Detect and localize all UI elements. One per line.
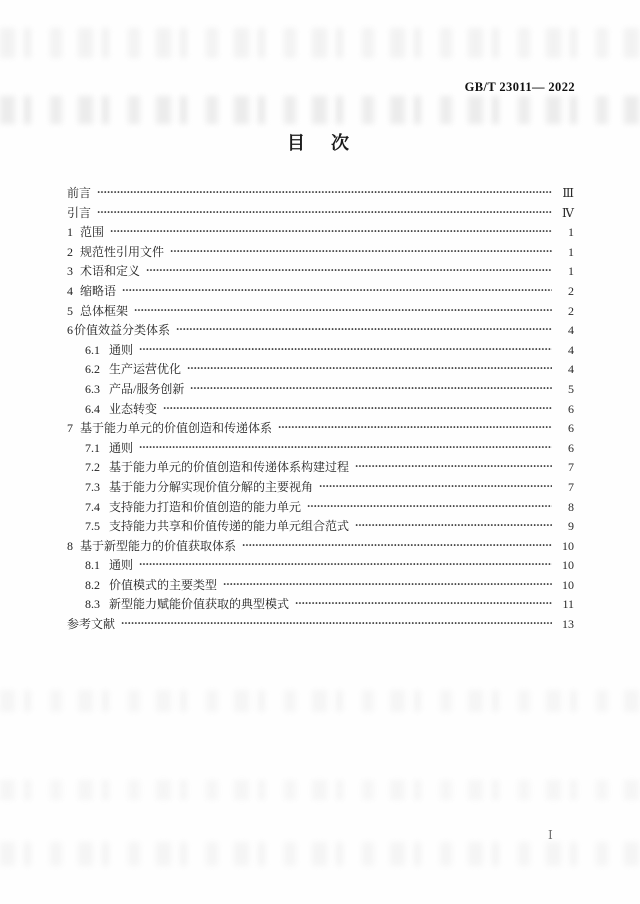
toc-entry-page: 4: [568, 342, 574, 357]
dot-leader: [176, 325, 552, 334]
toc-entry-title: 通则: [109, 342, 134, 357]
toc-entry-number: 8.3: [85, 597, 100, 612]
table-of-contents: [67, 184, 574, 635]
dot-leader: [223, 580, 552, 589]
toc-row: [67, 262, 574, 282]
toc-entry-number: 6.2: [85, 362, 100, 377]
toc-row: [67, 360, 574, 380]
toc-row: [67, 595, 574, 615]
toc-entry-page: 10: [562, 538, 574, 553]
dot-leader: [355, 462, 552, 471]
toc-entry-page: 7: [568, 479, 574, 494]
toc-row: [67, 204, 574, 224]
toc-entry-title: 缩略语: [80, 283, 117, 298]
dot-leader: [122, 286, 552, 295]
toc-entry-page: 5: [568, 381, 574, 396]
toc-entry-number: 4: [67, 283, 73, 298]
toc-entry-number: 8: [67, 538, 73, 553]
toc-row: [67, 537, 574, 557]
toc-entry-number: 7.4: [85, 499, 100, 514]
toc-entry-page: Ⅳ: [562, 205, 574, 220]
toc-entry-page: 1: [568, 264, 574, 279]
toc-entry-page: 8: [568, 499, 574, 514]
toc-row: [67, 556, 574, 576]
toc-row: [67, 282, 574, 302]
toc-entry-page: 6: [568, 440, 574, 455]
toc-entry-page: 6: [568, 401, 574, 416]
toc-entry-title: 基于能力单元的价值创造和传递体系: [80, 421, 273, 436]
toc-entry-page: Ⅲ: [562, 186, 574, 200]
toc-entry-title: 前言: [67, 186, 92, 200]
dot-leader: [278, 423, 552, 432]
toc-entry-title: 引言: [67, 205, 92, 220]
dot-leader: [121, 619, 552, 628]
toc-row: [67, 576, 574, 596]
toc-entry-title: 产品/服务创新: [109, 381, 185, 396]
watermark-band: [0, 780, 640, 800]
toc-entry-title: 价值效益分类体系: [74, 323, 171, 338]
toc-entry-number: 8.2: [85, 577, 100, 592]
toc-row: [67, 458, 574, 478]
toc-entry-page: 1: [568, 225, 574, 240]
toc-row: [67, 400, 574, 420]
dot-leader: [295, 599, 552, 608]
toc-entry-number: 2: [67, 244, 73, 259]
toc-row: [67, 341, 574, 361]
toc-entry-page: 11: [562, 597, 574, 612]
toc-entry-title: 基于新型能力的价值获取体系: [80, 538, 237, 553]
toc-entry-title: 基于能力分解实现价值分解的主要视角: [109, 479, 314, 494]
toc-entry-page: 4: [568, 362, 574, 377]
toc-entry-page: 1: [568, 244, 574, 259]
toc-entry-number: 6.4: [85, 401, 100, 416]
toc-row: [67, 184, 574, 204]
dot-leader: [146, 266, 552, 275]
toc-entry-number: 1: [67, 225, 73, 240]
dot-leader: [110, 227, 552, 236]
dot-leader: [307, 502, 552, 511]
toc-entry-number: 6.1: [85, 342, 100, 357]
toc-entry-page: 2: [568, 283, 574, 298]
toc-row: [67, 517, 574, 537]
dot-leader: [319, 482, 552, 491]
toc-row: [67, 498, 574, 518]
toc-entry-title: 支持能力打造和价值创造的能力单元: [109, 499, 302, 514]
toc-entry-number: 8.1: [85, 558, 100, 573]
toc-entry-title: 价值模式的主要类型: [109, 577, 218, 592]
dot-leader: [355, 521, 552, 530]
dot-leader: [242, 541, 552, 550]
toc-entry-number: 5: [67, 303, 73, 318]
dot-leader: [190, 384, 552, 393]
page-title: 目 次: [287, 133, 353, 153]
watermark-band: [0, 28, 640, 58]
toc-entry-page: 4: [568, 323, 574, 338]
toc-entry-page: 10: [562, 577, 574, 592]
toc-entry-title: 新型能力赋能价值获取的典型模式: [109, 597, 290, 612]
dot-leader: [170, 247, 552, 256]
toc-entry-page: 10: [562, 558, 574, 573]
toc-entry-page: 9: [568, 519, 574, 534]
toc-row: [67, 302, 574, 322]
dot-leader: [139, 443, 552, 452]
toc-row: [67, 419, 574, 439]
dot-leader: [97, 188, 552, 197]
toc-entry-title: 术语和定义: [80, 264, 141, 279]
watermark-band: [0, 96, 640, 124]
toc-entry-number: 6.3: [85, 381, 100, 396]
toc-row: [67, 380, 574, 400]
toc-entry-number: 7.1: [85, 440, 100, 455]
toc-entry-title: 通则: [109, 440, 134, 455]
toc-entry-number: 3: [67, 264, 73, 279]
dot-leader: [139, 560, 552, 569]
toc-entry-page: 6: [568, 421, 574, 436]
toc-entry-number: 7: [67, 421, 73, 436]
toc-entry-title: 通则: [109, 558, 134, 573]
toc-row: [67, 223, 574, 243]
toc-entry-number: 6: [67, 323, 73, 338]
dot-leader: [139, 345, 552, 354]
footer-page-number: Ⅰ: [548, 828, 553, 842]
standard-code: GB/T 23011— 2022: [464, 80, 575, 94]
toc-entry-title: 基于能力单元的价值创造和传递体系构建过程: [109, 460, 350, 475]
toc-row: [67, 321, 574, 341]
toc-row: [67, 615, 574, 635]
watermark-band: [0, 842, 640, 866]
toc-entry-page: 13: [562, 617, 574, 632]
toc-row: [67, 243, 574, 263]
toc-entry-page: 2: [568, 303, 574, 318]
toc-entry-title: 支持能力共享和价值传递的能力单元组合范式: [109, 519, 350, 534]
toc-entry-title: 业态转变: [109, 401, 158, 416]
watermark-band: [0, 690, 640, 712]
toc-entry-number: 7.5: [85, 519, 100, 534]
toc-entry-number: 7.2: [85, 460, 100, 475]
toc-row: [67, 439, 574, 459]
toc-entry-title: 参考文献: [67, 617, 116, 632]
toc-entry-page: 7: [568, 460, 574, 475]
dot-leader: [134, 306, 552, 315]
toc-entry-title: 生产运营优化: [109, 362, 182, 377]
dot-leader: [187, 364, 552, 373]
toc-entry-title: 总体框架: [80, 303, 129, 318]
toc-entry-number: 7.3: [85, 479, 100, 494]
toc-entry-title: 规范性引用文件: [80, 244, 165, 259]
dot-leader: [163, 404, 552, 413]
dot-leader: [97, 208, 552, 217]
toc-row: [67, 478, 574, 498]
toc-entry-title: 范围: [80, 225, 105, 240]
